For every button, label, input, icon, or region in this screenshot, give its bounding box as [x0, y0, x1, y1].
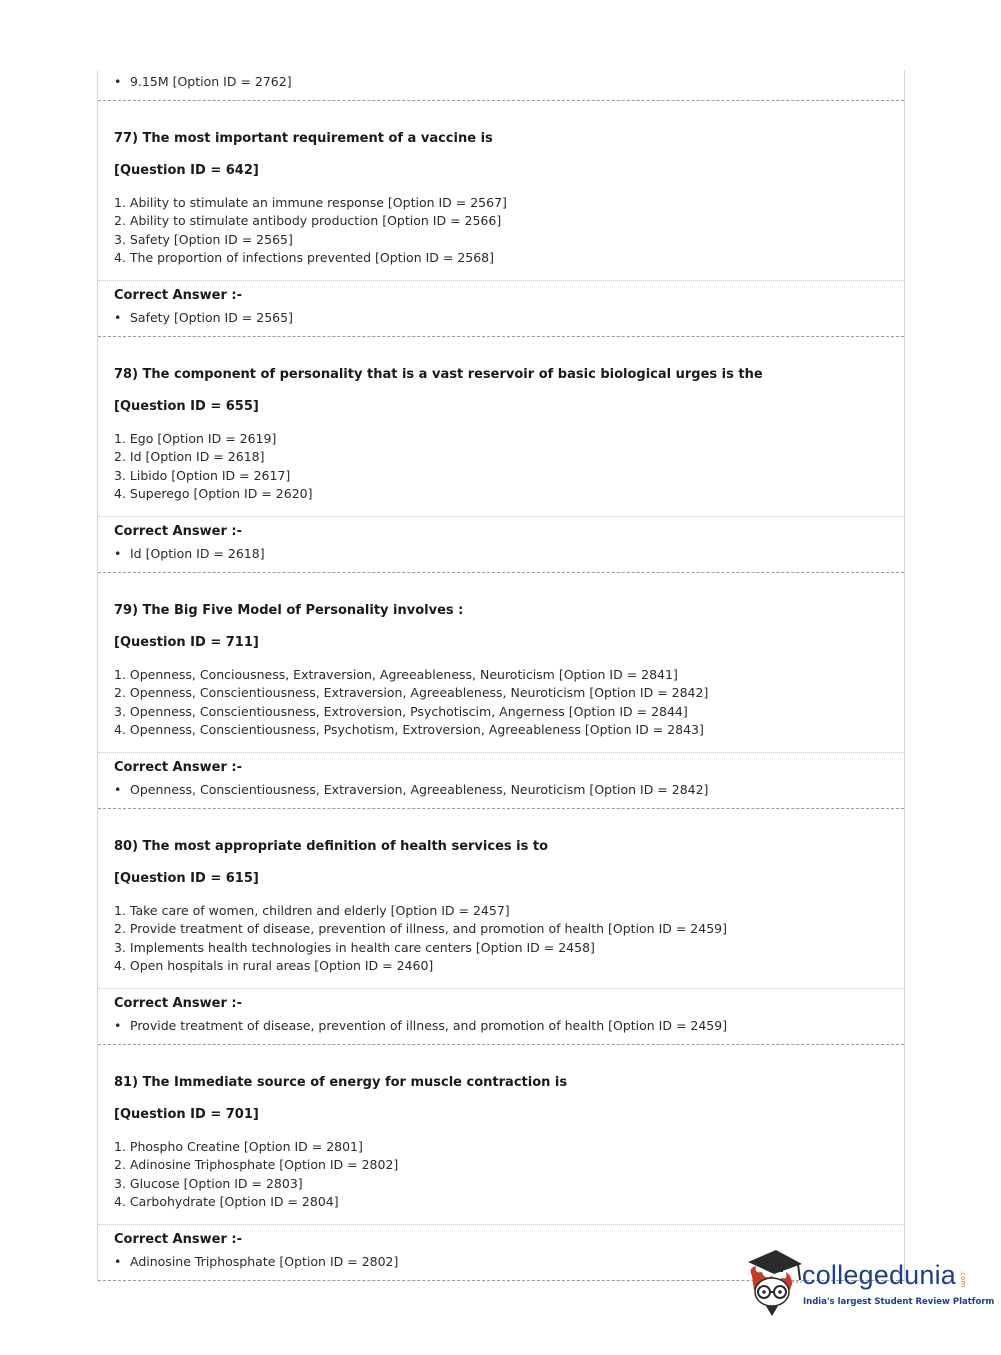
option: 2. Provide treatment of disease, prevention of illness, and promotion of health [Option ID = 2459]: [114, 921, 727, 936]
option: 1. Phospho Creatine [Option ID = 2801]: [114, 1139, 363, 1154]
bullet: •: [114, 74, 122, 89]
question-block: [98, 573, 904, 809]
question-id: [Question ID = 642]: [114, 163, 259, 178]
question-title: 80) The most appropriate definition of health services is to: [114, 839, 549, 854]
correct-answer: • Id [Option ID = 2618]: [114, 546, 265, 561]
option: 1. Ability to stimulate an immune response [Option ID = 2567]: [114, 195, 507, 210]
option: 3. Glucose [Option ID = 2803]: [114, 1176, 303, 1191]
separator: [98, 988, 904, 989]
separator: [98, 752, 904, 753]
question-id: [Question ID = 711]: [114, 635, 259, 650]
bullet: •: [114, 310, 122, 325]
option: 1. Ego [Option ID = 2619]: [114, 431, 277, 446]
separator: [98, 1224, 904, 1225]
option: 4. The proportion of infections prevented [Option ID = 2568]: [114, 250, 495, 265]
correct-answer-label: Correct Answer :-: [114, 288, 242, 303]
logo-wordmark: collegedunia: [802, 1260, 957, 1290]
option: 4. Carbohydrate [Option ID = 2804]: [114, 1194, 339, 1209]
document-page: [97, 70, 905, 1282]
option: 3. Implements health technologies in health care centers [Option ID = 2458]: [114, 940, 595, 955]
mascot-icon: [742, 1246, 806, 1318]
question-block: [98, 337, 904, 573]
collegedunia-logo: [742, 1246, 995, 1318]
option: 4. Open hospitals in rural areas [Option ID = 2460]: [114, 958, 434, 973]
correct-answer: • Openness, Conscientiousness, Extraversion, Agreeableness, Neuroticism [Option ID = 2842]: [114, 782, 709, 797]
separator: [98, 280, 904, 281]
correct-answer: • Safety [Option ID = 2565]: [114, 310, 293, 325]
option: 2. Openness, Conscientiousness, Extraversion, Agreeableness, Neuroticism [Option ID = 2842]: [114, 685, 709, 700]
option: 4. Openness, Conscientiousness, Psychotism, Extroversion, Agreeableness [Option ID = 2843]: [114, 722, 704, 737]
option: 1. Openness, Conciousness, Extraversion, Agreeableness, Neuroticism [Option ID = 2841]: [114, 667, 678, 682]
option: 4. Superego [Option ID = 2620]: [114, 486, 313, 501]
question-id: [Question ID = 615]: [114, 871, 259, 886]
bullet: •: [114, 1254, 122, 1269]
previous-answer-block: [98, 70, 904, 101]
option: 3. Openness, Conscientiousness, Extroversion, Psychotiscim, Angerness [Option ID = 2844]: [114, 704, 688, 719]
option: 3. Libido [Option ID = 2617]: [114, 468, 291, 483]
correct-answer-label: Correct Answer :-: [114, 1232, 242, 1247]
bullet: •: [114, 782, 122, 797]
question-title: 81) The Immediate source of energy for muscle contraction is: [114, 1075, 568, 1090]
logo-dotcom: .com: [959, 1270, 967, 1288]
question-id: [Question ID = 701]: [114, 1107, 259, 1122]
separator: [98, 516, 904, 517]
correct-answer: • Adinosine Triphosphate [Option ID = 2802]: [114, 1254, 399, 1269]
correct-answer-label: Correct Answer :-: [114, 524, 242, 539]
previous-answer: • 9.15M [Option ID = 2762]: [114, 74, 292, 89]
logo-tagline: India's largest Student Review Platform: [803, 1297, 995, 1307]
option: 1. Take care of women, children and elderly [Option ID = 2457]: [114, 903, 510, 918]
correct-answer-label: Correct Answer :-: [114, 760, 242, 775]
question-title: 79) The Big Five Model of Personality involves :: [114, 603, 464, 618]
question-title: 78) The component of personality that is a vast reservoir of basic biological urges is the: [114, 367, 763, 382]
bullet: •: [114, 1018, 122, 1033]
question-title: 77) The most important requirement of a vaccine is: [114, 131, 493, 146]
question-block: [98, 809, 904, 1045]
correct-answer-label: Correct Answer :-: [114, 996, 242, 1011]
option: 2. Ability to stimulate antibody production [Option ID = 2566]: [114, 213, 502, 228]
bullet: •: [114, 546, 122, 561]
correct-answer: • Provide treatment of disease, prevention of illness, and promotion of health [Option ID = 2459]: [114, 1018, 728, 1033]
question-block: [98, 101, 904, 337]
option: 3. Safety [Option ID = 2565]: [114, 232, 293, 247]
question-id: [Question ID = 655]: [114, 399, 259, 414]
option: 2. Id [Option ID = 2618]: [114, 449, 265, 464]
option: 2. Adinosine Triphosphate [Option ID = 2802]: [114, 1157, 399, 1172]
